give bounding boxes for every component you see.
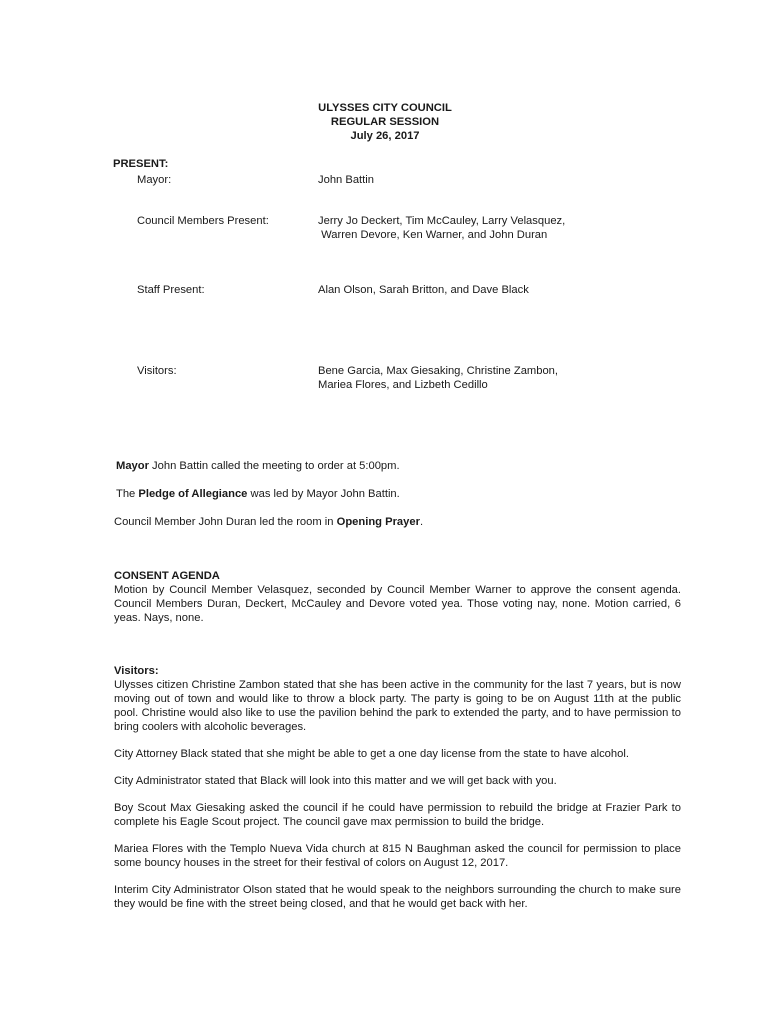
prayer-bold: Opening Prayer	[336, 516, 420, 528]
pledge-post: was led by Mayor John Battin.	[247, 488, 400, 500]
mayor-bold: Mayor	[116, 460, 149, 472]
prayer-line	[114, 515, 681, 529]
visitors-paragraph-2: City Attorney Black stated that she might be able to get a one day license from the state to have alcohol.	[114, 748, 629, 760]
visitors-paragraph-5: Mariea Flores with the Templo Nueva Vida church at 815 N Baughman asked the council for permission to place some bouncy houses in the street for their festival of colors on August 12, 2017.	[114, 843, 681, 869]
document-header	[0, 101, 770, 143]
staff-present-label: Staff Present:	[137, 284, 205, 296]
header-date: July 26, 2017	[350, 130, 420, 142]
visitors-paragraph-1: Ulysses citizen Christine Zambon stated that she has been active in the community for the last 7 years, but is now moving out of town and would like to throw a block party. The party is going to be on August 11th at the public pool. Christine would also like to use the pavilion behind the park to extended the party, and to have permission to bring coolers with alcoholic beverages.	[114, 679, 681, 733]
council-members-line2: Warren Devore, Ken Warner, and John Duran	[318, 229, 548, 241]
visitors-section	[114, 664, 681, 911]
prayer-post: .	[419, 516, 424, 528]
consent-agenda-text: Motion by Council Member Velasquez, seconded by Council Member Warner to approve the consent agenda. Council Members Duran, Deckert, McCauley and Devore voted yea. Those voting nay, none. Motion carried, 6 yeas. Nays, none.	[114, 584, 681, 624]
council-members-line1: Jerry Jo Deckert, Tim McCauley, Larry Velasquez,	[318, 215, 566, 227]
call-to-order	[116, 459, 683, 473]
visitors-paragraph-6: Interim City Administrator Olson stated that he would speak to the neighbors surrounding the church to make sure they would be fine with the street being closed, and that he would get back with her.	[114, 884, 681, 910]
header-title: ULYSSES CITY COUNCIL	[318, 102, 452, 114]
header-session: REGULAR SESSION	[330, 116, 440, 128]
council-members-label: Council Members Present:	[137, 215, 269, 227]
visitors-paragraph-3: City Administrator stated that Black will look into this matter and we will get back with you.	[114, 775, 557, 787]
visitors-section-title: Visitors:	[114, 665, 159, 677]
consent-agenda-title: CONSENT AGENDA	[114, 570, 220, 582]
prayer-pre: Council Member John Duran led the room in	[114, 516, 337, 528]
call-to-order-text: John Battin called the meeting to order at 5:00pm.	[148, 460, 400, 472]
pledge-pre: The	[116, 488, 139, 500]
pledge-bold: Pledge of Allegiance	[138, 488, 248, 500]
consent-agenda-section	[114, 569, 681, 625]
pledge-line	[116, 487, 683, 501]
visitors-paragraph-4: Boy Scout Max Giesaking asked the council if he could have permission to rebuild the bridge at Frazier Park to complete his Eagle Scout project. The council gave max permission to build the bridge.	[114, 802, 681, 828]
present-label: PRESENT:	[113, 158, 169, 170]
mayor-value: John Battin	[318, 174, 374, 186]
visitors-label: Visitors:	[137, 365, 177, 377]
visitors-line2: Mariea Flores, and Lizbeth Cedillo	[318, 379, 488, 391]
visitors-line1: Bene Garcia, Max Giesaking, Christine Zambon,	[318, 365, 559, 377]
staff-present-value: Alan Olson, Sarah Britton, and Dave Black	[318, 284, 529, 296]
mayor-label: Mayor:	[137, 174, 172, 186]
